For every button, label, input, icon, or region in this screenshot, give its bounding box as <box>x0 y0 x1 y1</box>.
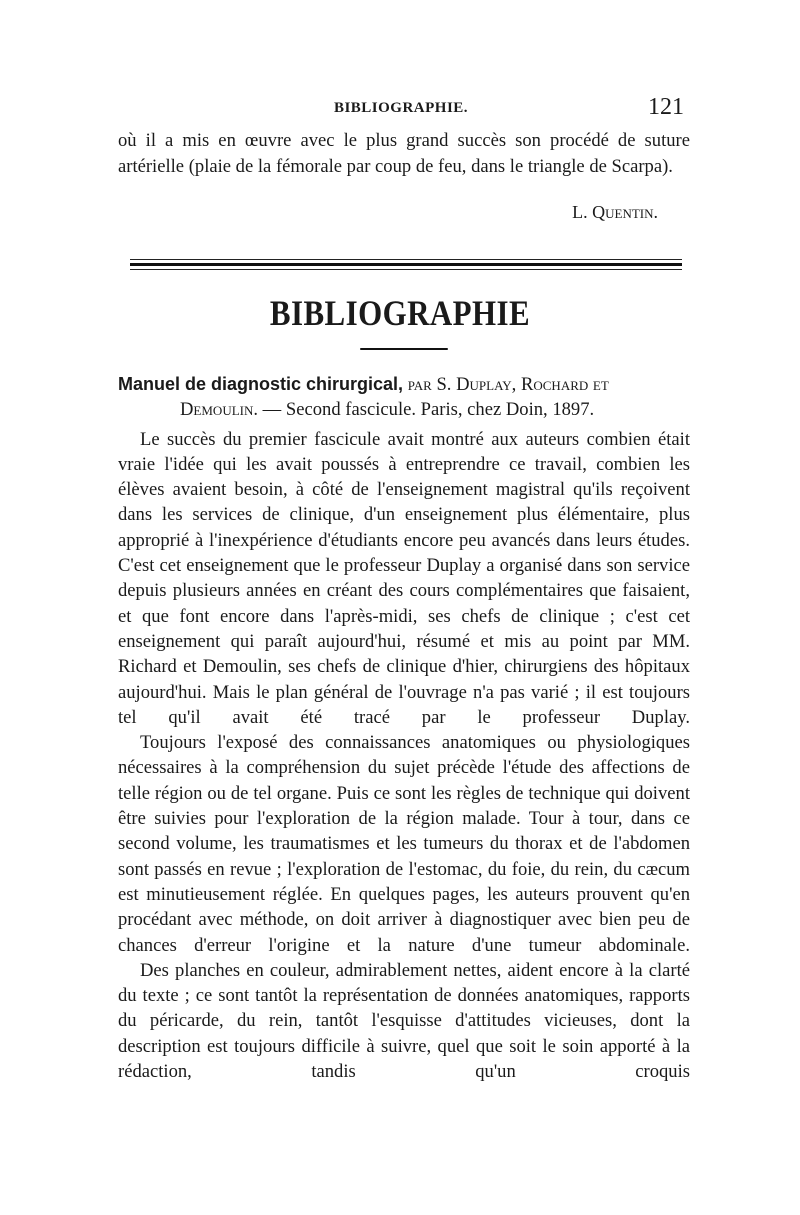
running-head <box>118 96 684 126</box>
divider-rule-thick <box>130 263 682 266</box>
review-paragraph: Des planches en couleur, admirablement nettes, aident encore à la clarté du texte ; ce sont tantôt la représentation de données anatomiques, rapports du péricarde, du rein, tantôt l'esquisse d'attitudes vicieuses, dont la description est toujours difficile à suivre, quel que soit le soin apporté à la rédaction, tandis qu'un croquis <box>118 959 690 1083</box>
review-paragraph: Le succès du premier fascicule avait montré aux auteurs combien était vraie l'idée qui les avait poussés à entreprendre ce travail, combien les élèves avaient besoin, à côté de l'enseignement magistral qu'ils reçoivent dans les services de clinique, d'un enseignement plus élémentaire, plus approprié à l'inexpérience d'étudiants encore peu avancés dans leurs études. C'est cet enseignement que le professeur Duplay a organisé dans son service depuis plusieurs années en créant des cours complémentaires que faisaient, et que font encore dans l'après-midi, ses chefs de clinique ; c'est cet enseignement qui paraît aujourd'hui, résumé et mis au point par MM. Richard et Demoulin, ses chefs de clinique d'hier, chirurgiens des hôpitaux aujourd'hui. Mais le plan général de l'ouvrage n'a pas varié ; il est toujours tel qu'il avait été tracé par le professeur Duplay. <box>118 428 690 728</box>
divider-rule-bottom <box>130 269 682 270</box>
previous-article-text <box>118 128 690 179</box>
previous-article-paragraph: où il a mis en œuvre avec le plus grand succès son procédé de suture artérielle (plaie de la fémorale par coup de feu, dans le triangle de Scarpa). <box>118 130 690 177</box>
book-review <box>118 372 690 1084</box>
ornament-rule <box>360 347 448 351</box>
publication-info: — Second fascicule. Paris, chez Doin, 1897. <box>258 399 595 421</box>
page-number: 121 <box>648 94 684 120</box>
publication-line <box>118 397 690 422</box>
review-paragraph: Toujours l'exposé des connaissances anatomiques ou physiologiques nécessaires à la compréhension du sujet précède l'étude des affections de telle région ou de tel organe. Puis ce sont les règles de technique qui doivent être suivies pour l'exploration de la région malade. Tour à tour, dans ce second volume, les traumatismes et les tumeurs du thorax et de l'abdomen sont passés en revue ; l'exploration de l'estomac, du foie, du rein, du cæcum est minutieusement réglée. En quelques pages, les auteurs prouvent qu'en procédant avec méthode, on doit arriver à diagnostiquer avec bien peu de chances d'erreur l'origine et la nature d'une tumeur abdominale. <box>118 732 690 956</box>
book-title: Manuel de diagnostic chirurgical, <box>118 374 404 394</box>
authors-line1: par S. Duplay, Rochard et <box>407 374 609 395</box>
signature: L. Quentin. <box>572 202 658 222</box>
section-title: BIBLIOGRAPHIE <box>269 293 531 333</box>
review-heading <box>118 372 690 423</box>
divider-rule-top <box>130 259 682 260</box>
review-body <box>118 427 690 1085</box>
running-title: BIBLIOGRAPHIE. <box>333 100 469 116</box>
authors-line2: Demoulin. <box>180 399 259 421</box>
